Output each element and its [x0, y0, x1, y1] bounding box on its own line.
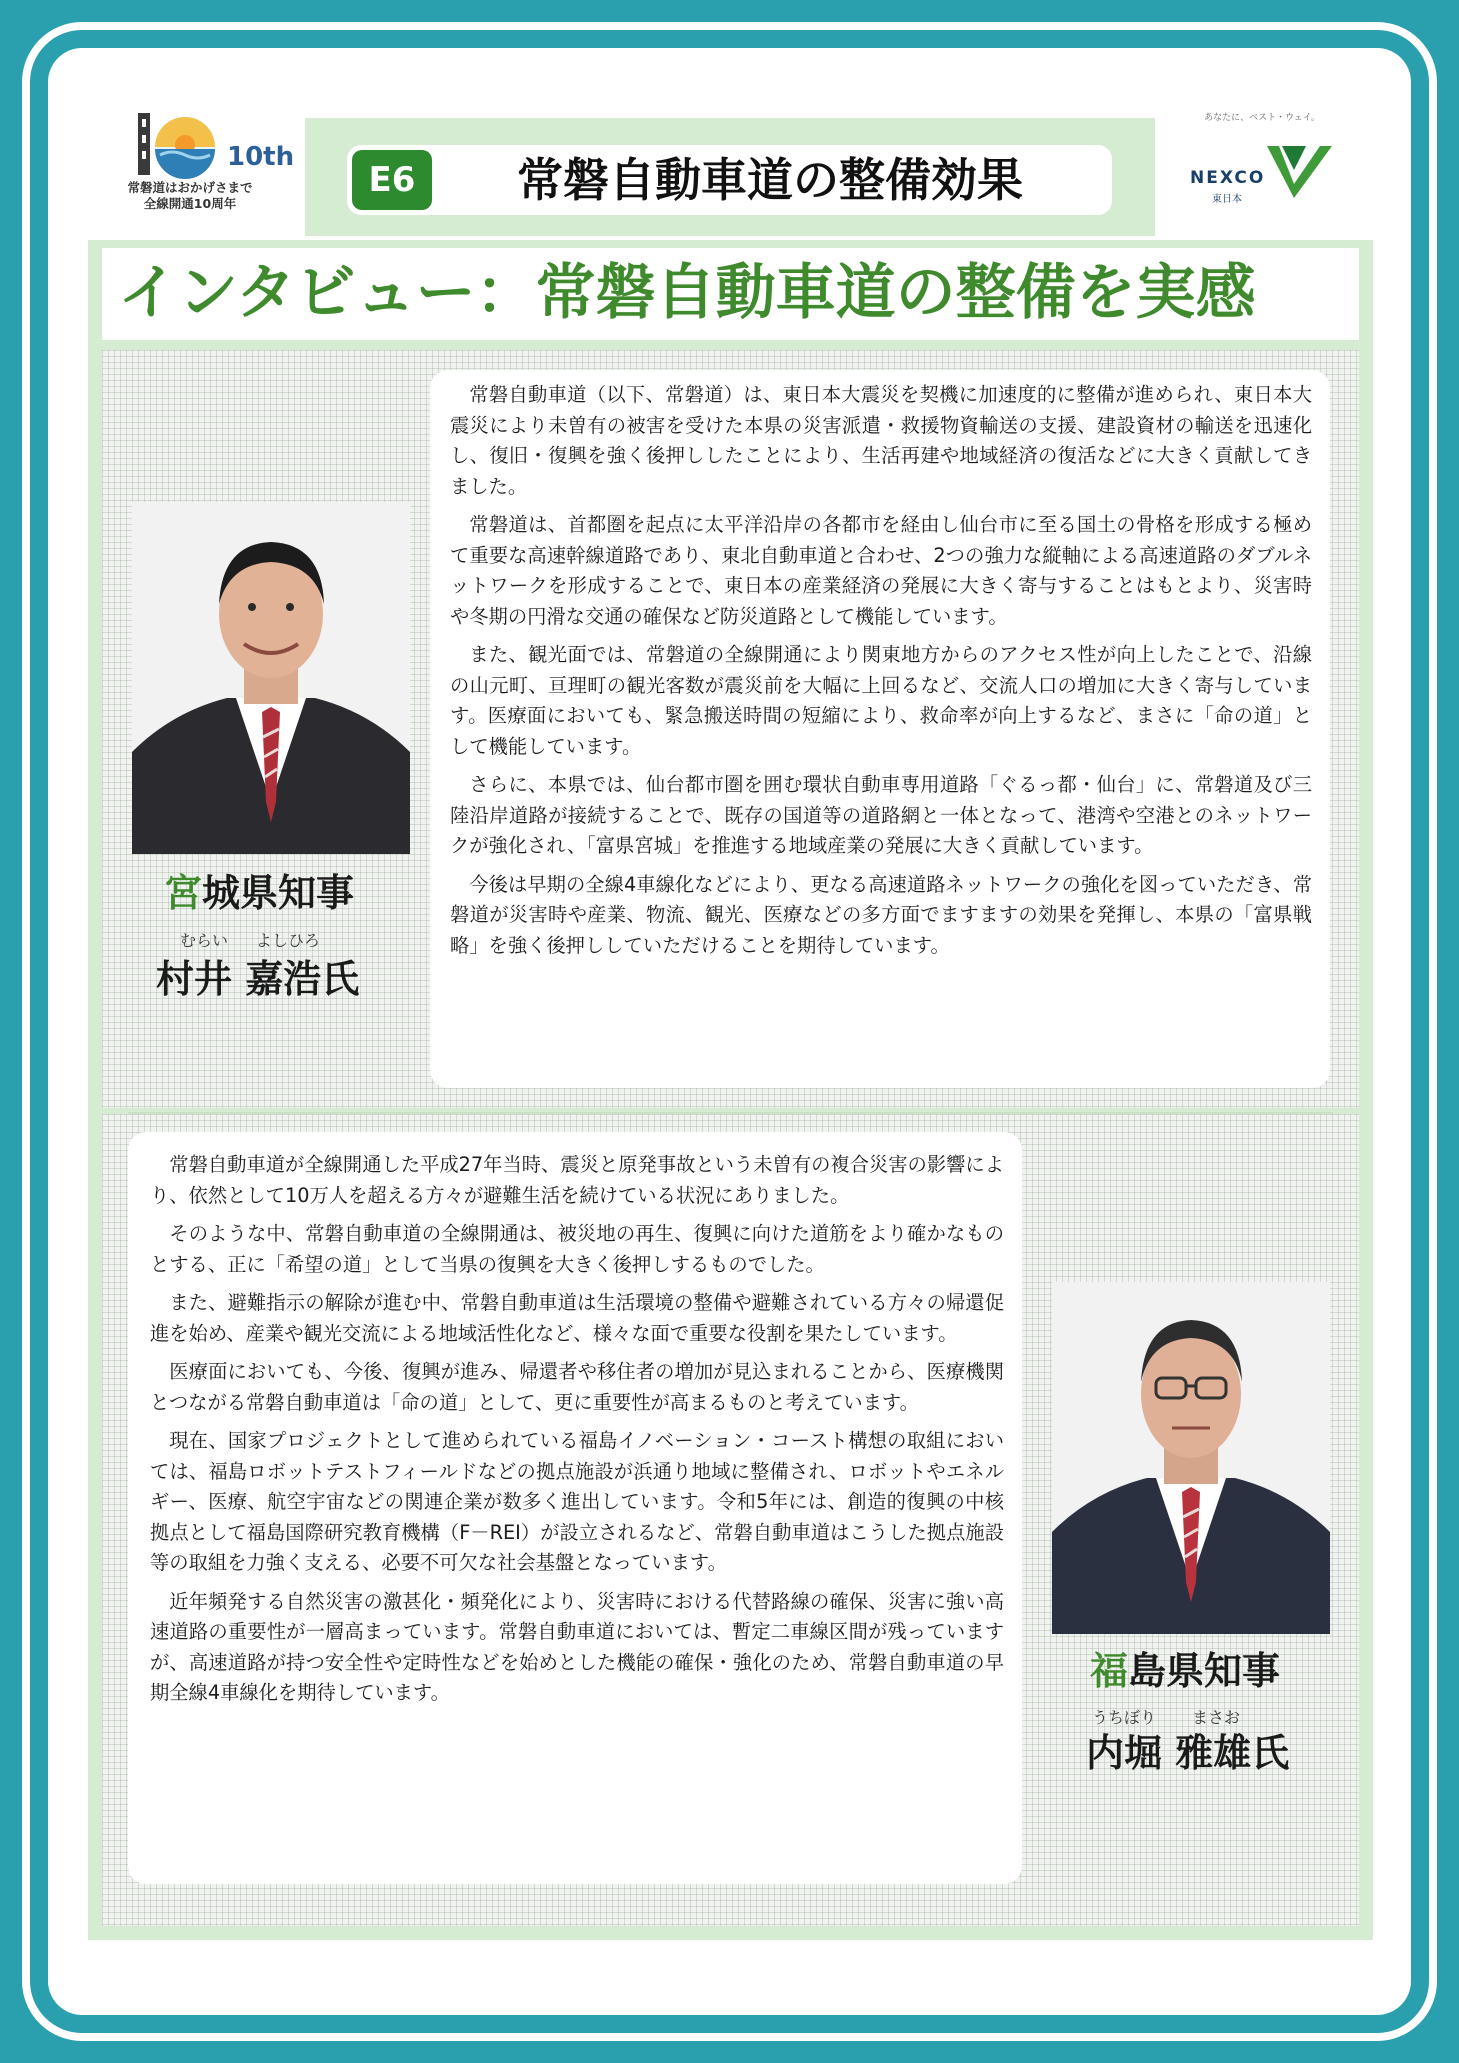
title-rest: 城県知事: [202, 871, 355, 915]
paragraph: 常磐道は、首都圏を起点に太平洋沿岸の各都市を経由し仙台市に至る国土の骨格を形成する極めて重要な高速幹線道路であり、東北自動車道と合わせ、2つの強力な縦軸による高速道路のダブルネットワークを形成することで、東日本の産業経済の発展に大きく寄与することはもとより、災害時や冬期の円滑な交通の確保など防災道路として機能しています。: [450, 513, 1312, 628]
anniversary-10th-text: 10th: [227, 142, 295, 172]
anniversary-tagline: [110, 180, 270, 212]
ruby-given-name: よしひろ: [256, 931, 321, 950]
route-code-badge: E6: [352, 150, 432, 210]
paragraph: さらに、本県では、仙台都市圏を囲む環状自動車専用道路「ぐるっ都・仙台」に、常磐道及び三陸沿岸道路が接続することで、既存の国道等の道路網と一体となって、港湾や空港とのネットワークが強化され、「富県宮城」を推進する地域産業の発展に大きく貢献しています。: [450, 773, 1312, 857]
main-title: インタビュー：常磐自動車道の整備を実感: [118, 258, 1256, 328]
paragraph: 現在、国家プロジェクトとして進められている福島イノベーション・コースト構想の取組においては、福島ロボットテストフィールドなどの拠点施設が浜通り地域に整備され、ロボットやエネルギー、医療、航空宇宙などの関連企業が数多く進出しています。令和5年には、創造的復興の中核拠点として福島国際研究教育機構（F－REI）が設立されるなど、常磐自動車道はこうした拠点施設等の取組を力強く支える、必要不可欠な社会基盤となっています。: [150, 1429, 1004, 1574]
governor-name-fukushima: 内堀 雅雄氏: [1086, 1731, 1290, 1775]
tagline-line-1: 常磐道はおかげさまで: [127, 180, 253, 195]
interview-text-fukushima: [128, 1132, 1022, 1884]
paragraph: また、観光面では、常磐道の全線開通により関東地方からのアクセス性が向上したことで、沿線の山元町、亘理町の観光客数が震災前を大幅に上回るなど、交流人口の増加に大きく寄与しています。医療面においても、緊急搬送時間の短縮により、救命率が向上するなど、まさに「命の道」として機能しています。: [450, 643, 1312, 758]
nexco-region: 東日本: [1212, 194, 1242, 205]
ruby-surname: うちぼり: [1092, 1708, 1157, 1727]
title-highlight-char: 福: [1090, 1649, 1129, 1693]
tagline-line-2: 全線開通10周年: [143, 196, 237, 211]
header-title: 常磐自動車道の整備効果: [517, 153, 1023, 207]
governor-photo-miyagi: [132, 502, 410, 854]
nexco-tagline: あなたに、ベスト・ウェイ。: [1204, 113, 1320, 123]
paragraph: 近年頻発する自然災害の激甚化・頻発化により、災害時における代替路線の確保、災害に強い高速道路の重要性が一層高まっています。常磐自動車道においては、暫定二車線区間が残っていますが、高速道路が持つ安全性や定時性などを始めとした機能の確保・強化のため、常磐自動車道の早期全線4車線化を期待しています。: [150, 1589, 1004, 1704]
ruby-given-name: まさお: [1192, 1708, 1241, 1727]
paragraph: 医療面においても、今後、復興が進み、帰還者や移住者の増加が見込まれることから、医療機関とつながる常磐自動車道は「命の道」として、更に重要性が高まるものと考えています。: [150, 1360, 1004, 1414]
title-rest: 島県知事: [1128, 1649, 1281, 1693]
governor-photo-fukushima: [1052, 1282, 1330, 1634]
paragraph: また、避難指示の解除が進む中、常磐自動車道は生活環境の整備や避難されている方々の帰還促進を始め、産業や観光交流による地域活性化など、様々な面で重要な役割を果たしています。: [150, 1291, 1004, 1345]
interview-text-miyagi: [430, 370, 1330, 1088]
nexco-name: NEXCO: [1190, 168, 1266, 188]
paragraph: 今後は早期の全線4車線化などにより、更なる高速道路ネットワークの強化を図っていただき、常磐道が災害時や産業、物流、観光、医療などの多方面でますますの効果を発揮し、本県の「富県戦略」を強く後押ししていただけることを期待しています。: [450, 872, 1312, 957]
governor-name-miyagi: 村井 嘉浩氏: [156, 957, 360, 1001]
paragraph: そのような中、常磐自動車道の全線開通は、被災地の再生、復興に向けた道筋をより確かなものとする、正に「希望の道」として当県の復興を大きく後押しするものでした。: [150, 1222, 1004, 1276]
paragraph: 常磐自動車道（以下、常磐道）は、東日本大震災を契機に加速度的に整備が進められ、東日本大震災により未曽有の被害を受けた本県の災害派遣・救援物資輸送の支援、建設資材の輸送を迅速化し、復旧・復興を強く後押ししたことにより、生活再建や地域経済の復活などに大きく貢献してきました。: [450, 383, 1312, 498]
ruby-surname: むらい: [180, 931, 229, 950]
title-highlight-char: 宮: [164, 871, 203, 915]
governor-title-fukushima: [1090, 1640, 1280, 1695]
governor-title-miyagi: [164, 862, 354, 917]
paragraph: 常磐自動車道が全線開通した平成27年当時、震災と原発事故という未曽有の複合災害の影響により、依然として10万人を超える方々が避難生活を続けている状況にありました。: [150, 1153, 1004, 1207]
